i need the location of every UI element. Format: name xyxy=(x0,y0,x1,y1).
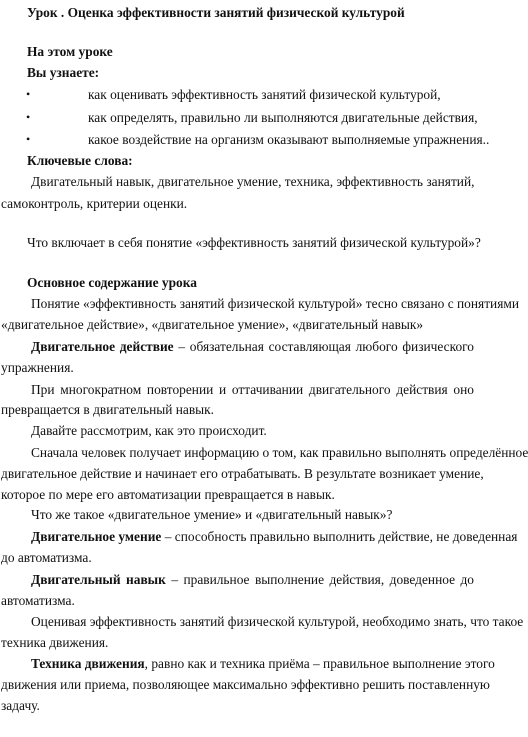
paragraph-line: до автоматизма. xyxy=(1,550,92,565)
main-heading: Основное содержание урока xyxy=(27,275,197,290)
paragraph-line: превращается в двигательный навык. xyxy=(1,402,215,417)
paragraph-line: двигательное действие и начинает его отрабатывать. В результате возникает умение, xyxy=(1,466,484,481)
section-heading-on-this-lesson: На этом уроке xyxy=(27,44,113,59)
bullet-icon: • xyxy=(26,110,31,124)
term-bold: Двигательное действие xyxy=(31,339,174,354)
list-item-text: какое воздействие на организм оказывают выполняемые упражнения.. xyxy=(88,132,490,147)
paragraph-line: автоматизма. xyxy=(1,593,75,608)
paragraph-line: упражнения. xyxy=(1,360,74,375)
term-bold: Двигательный навык xyxy=(31,572,166,587)
paragraph-line: задачу. xyxy=(1,698,40,713)
paragraph-line: При многократном повторении и оттачивании двигательного действия оно xyxy=(31,382,474,397)
section-heading-you-will-learn: Вы узнаете: xyxy=(27,65,100,80)
bullet-icon: • xyxy=(26,132,31,146)
paragraph-line: техника движения. xyxy=(1,635,109,650)
paragraph-line: Двигательный навык – правильное выполнение действия, доведенное до xyxy=(31,572,474,587)
bullet-icon: • xyxy=(26,87,31,101)
paragraph-line: Сначала человек получает информацию о том, как правильно выполнять определённое xyxy=(31,445,528,460)
keywords-line: самоконтроль, критерии оценки. xyxy=(1,196,188,211)
keywords-line: Двигательный навык, двигательное умение, техника, эффективность занятий, xyxy=(31,174,475,189)
paragraph-line: Что же такое «двигательное умение» и «двигательный навык»? xyxy=(31,507,393,522)
paragraph-line: которое по мере его автоматизации превращается в навык. xyxy=(1,487,335,502)
paragraph-line: Оценивая эффективность занятий физической культурой, необходимо знать, что такое xyxy=(31,614,524,629)
question-text: Что включает в себя понятие «эффективность занятий физической культурой»? xyxy=(27,235,481,250)
term-bold: Двигательное умение xyxy=(31,529,162,544)
paragraph-line: движения или приема, позволяющее максимально эффективно решить поставленную xyxy=(1,677,490,692)
list-item-text: как определять, правильно ли выполняются двигательные действия, xyxy=(88,110,478,125)
paragraph-line: Понятие «эффективность занятий физической культурой» тесно связано с понятиями xyxy=(31,296,520,311)
page-title: Урок . Оценка эффективности занятий физической культурой xyxy=(27,5,405,20)
paragraph-line: Двигательное умение – способность правильно выполнить действие, не доведенная xyxy=(31,529,518,544)
term-bold: Техника движения xyxy=(31,656,145,671)
paragraph-line: Давайте рассмотрим, как это происходит. xyxy=(31,423,267,438)
list-item-text: как оценивать эффективность занятий физической культурой, xyxy=(88,87,441,102)
paragraph-line: Техника движения, равно как и техника приёма – правильное выполнение этого xyxy=(31,656,495,671)
paragraph-line: Двигательное действие – обязательная составляющая любого физического xyxy=(31,339,474,354)
paragraph-line: «двигательное действие», «двигательное умение», «двигательный навык» xyxy=(1,317,424,332)
keywords-heading: Ключевые слова: xyxy=(27,153,133,168)
